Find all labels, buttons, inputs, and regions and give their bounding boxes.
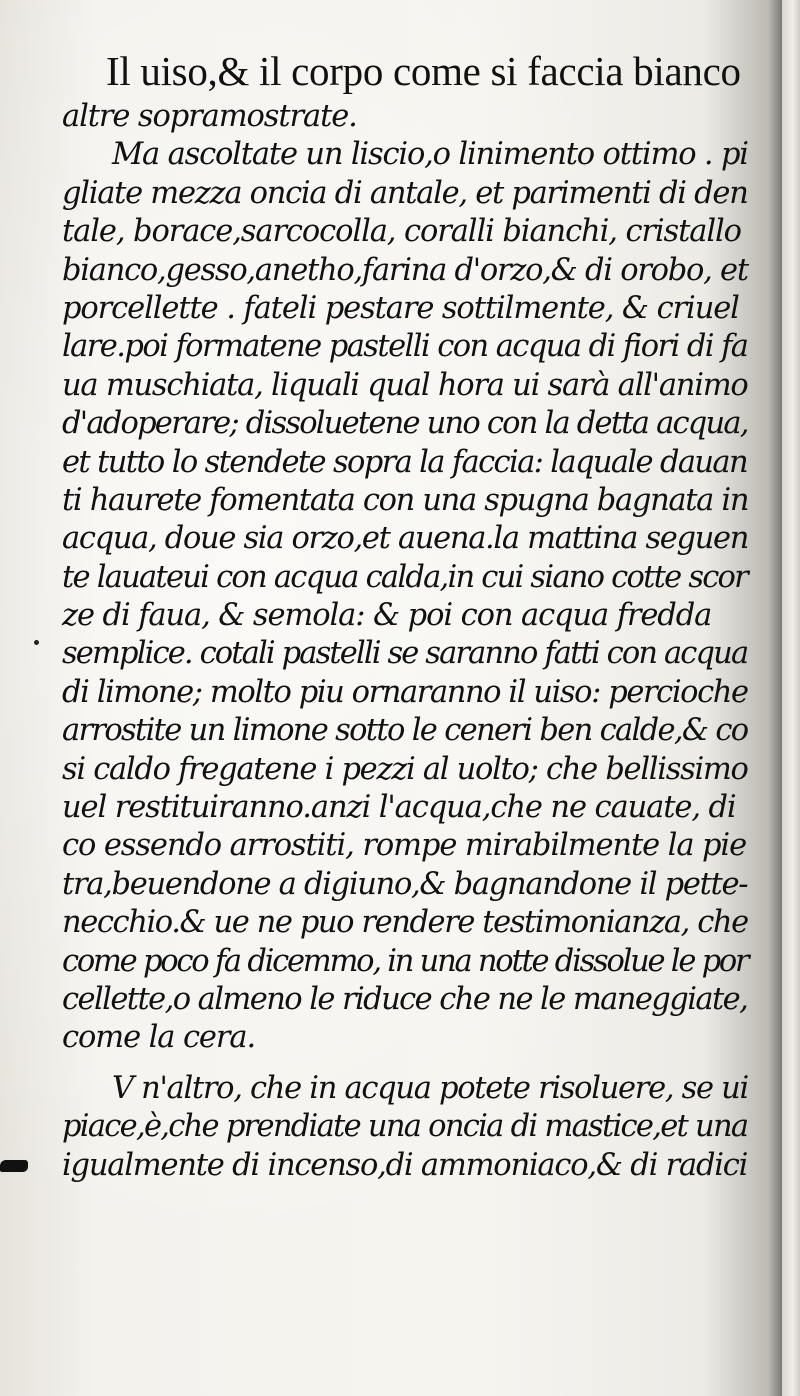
text-line: altre sopramostrate. [62,99,357,134]
text-line: necchio.& ue ne puo rendere testimonianza, che [62,905,748,941]
running-head: Il uiso,& il corpo come si faccia bianco [106,48,741,94]
text-line: bianco,gesso,anetho,farina d'orzo,& di orobo, et [62,252,748,288]
text-line: co essendo arrostiti, rompe mirabilmente la pie [62,828,747,864]
text-line: di limone; molto piu ornaranno il uiso: percioche [62,674,748,710]
text-line: piace,è,che prendiate una oncia di mastice,et una [62,1109,748,1145]
text-line: te lauateui con acqua calda,in cui siano cotte scor [62,559,747,595]
text-line: porcellette . fateli pestare sottilmente, & criuel [62,290,739,326]
text-line: et tutto lo stendete sopra la faccia: laquale dauan [62,444,747,480]
text-line: lare.poi formatene pastelli con acqua di fiori di fa [62,329,748,365]
text-line: come la cera. [62,1020,256,1056]
text-line: acqua, doue sia orzo,et auena.la mattina seguen [62,521,749,557]
text-line: gliate mezza oncia di antale, et parimenti di den [62,175,748,211]
text-line: ua muschiata, liquali qual hora ui sarà all'animo [62,367,748,403]
text-line: ti haurete fomentata con una spugna bagnata in [62,482,749,518]
text-line: d'adoperare; dissoluetene uno con la detta acqua, [62,406,748,442]
paragraph-gap [62,1058,750,1070]
text-line: Ma ascoltate un liscio,o linimento ottimo . pi [112,137,748,173]
facing-page-edge [782,0,800,1396]
text-line: ze di faua, & semola: & poi con acqua fredda [62,598,712,634]
text-line: si caldo fregatene i pezzi al uolto; che bellissimo [62,751,748,787]
text-line: tale, borace,sarcocolla, coralli bianchi, cristallo [62,214,741,250]
text-line: tra,beuendone a digiuno,& bagnandone il pette- [62,866,748,902]
text-line: igualmente di incenso,di ammoniaco,& di radici [62,1147,748,1183]
ink-blot [0,1160,28,1172]
text-line: uel restituiranno.anzi l'acqua,che ne cauate, di [62,790,736,826]
text-line: cellette,o almeno le riduce che ne le maneggiate, [62,981,748,1017]
ink-speck [34,640,39,645]
text-line: arrostite un limone sotto le ceneri ben calde,& co [62,713,748,749]
text-line: come poco fa dicemmo, in una notte dissolue le por [62,943,748,979]
text-line: V n'altro, che in acqua potete risoluere, se ui [112,1070,748,1106]
text-line: semplice. cotali pastelli se saranno fatti con acqua [62,636,748,672]
text-block [62,44,750,1185]
